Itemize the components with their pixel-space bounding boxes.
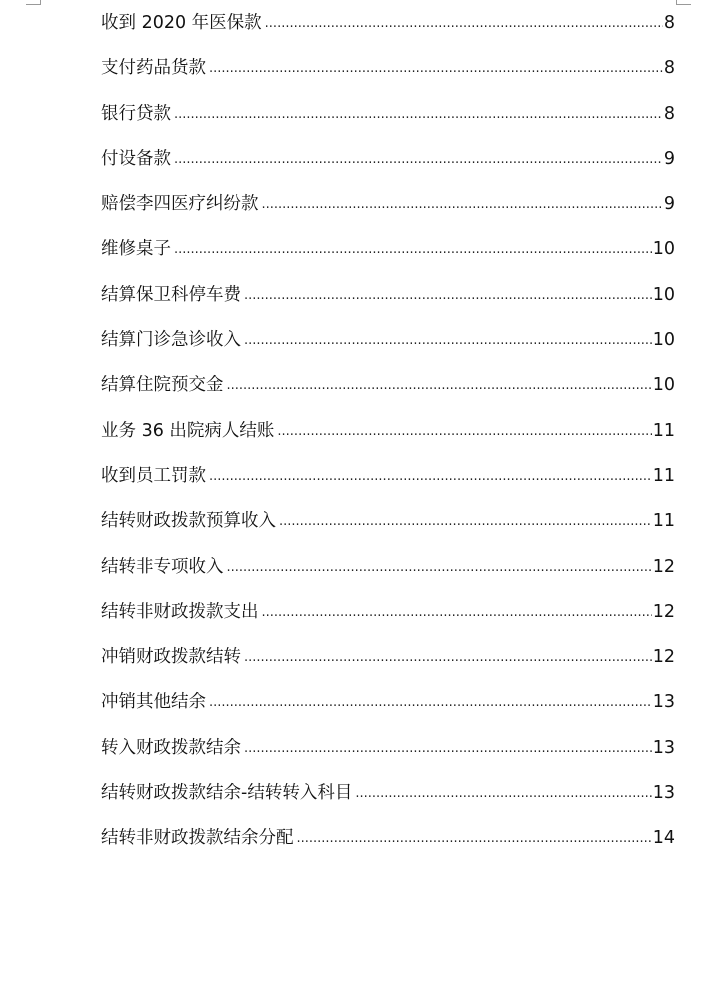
toc-entry[interactable] (101, 689, 675, 734)
toc-entry-title: 结算门诊急诊收入 (101, 330, 241, 351)
toc-entry-title: 收到 2020 年医保款 (101, 13, 262, 33)
toc-entry[interactable] (101, 372, 675, 417)
toc-entry[interactable] (101, 418, 675, 463)
toc-entry[interactable] (101, 55, 675, 100)
toc-entry[interactable] (101, 101, 675, 146)
toc-dot-leader (244, 645, 652, 671)
toc-page-number: 12 (652, 647, 675, 668)
toc-entry[interactable] (101, 735, 675, 780)
crop-mark-left (26, 0, 41, 5)
toc-dot-leader (279, 509, 652, 535)
toc-dot-leader (244, 736, 652, 762)
toc-entry[interactable] (101, 599, 675, 644)
toc-entry-title: 业务 36 出院病人结账 (101, 420, 275, 441)
toc-page-number: 13 (652, 783, 675, 804)
toc-entry[interactable] (101, 327, 675, 372)
toc-page-number: 8 (663, 13, 675, 33)
toc-dot-leader (265, 11, 663, 37)
toc-entry[interactable] (101, 236, 675, 281)
toc-page-number: 12 (652, 601, 675, 622)
toc-entry[interactable] (101, 282, 675, 327)
toc-entry-title: 结转非财政拨款支出 (101, 601, 259, 622)
toc-page-number: 10 (652, 239, 675, 260)
toc-entry-title: 冲销其他结余 (101, 692, 206, 713)
toc-entry[interactable] (101, 554, 675, 599)
toc-entry-title: 结转非专项收入 (101, 556, 224, 577)
toc-entry[interactable] (101, 146, 675, 191)
toc-dot-leader (227, 555, 652, 581)
toc-dot-leader (244, 328, 652, 354)
toc-page-number: 11 (652, 420, 675, 441)
toc-page-number: 10 (652, 284, 675, 305)
toc-dot-leader (262, 600, 652, 626)
toc-entry-title: 赔偿李四医疗纠纷款 (101, 194, 259, 215)
toc-entry[interactable] (101, 644, 675, 689)
toc-dot-leader (244, 283, 652, 309)
toc-entry-title: 结转财政拨款预算收入 (101, 511, 276, 532)
toc-dot-leader (209, 56, 663, 82)
toc-entry[interactable] (101, 191, 675, 236)
table-of-contents (101, 10, 675, 871)
toc-entry-title: 收到员工罚款 (101, 465, 206, 486)
toc-entry[interactable] (101, 508, 675, 553)
toc-entry-title: 冲销财政拨款结转 (101, 647, 241, 668)
toc-dot-leader (262, 192, 663, 218)
toc-entry-title: 结算住院预交金 (101, 375, 224, 396)
toc-entry-title: 支付药品货款 (101, 58, 206, 79)
toc-entry[interactable] (101, 825, 675, 870)
toc-entry-title: 结转财政拨款结余-结转转入科目 (101, 783, 353, 804)
toc-entry-title: 结转非财政拨款结余分配 (101, 828, 294, 849)
toc-entry-title: 维修桌子 (101, 239, 171, 260)
toc-dot-leader (227, 373, 652, 399)
toc-entry-title: 转入财政拨款结余 (101, 737, 241, 758)
toc-page-number: 11 (652, 511, 675, 532)
toc-page-number: 14 (652, 828, 675, 849)
crop-mark-right (676, 0, 691, 5)
toc-dot-leader (209, 464, 652, 490)
toc-entry-title: 结算保卫科停车费 (101, 284, 241, 305)
toc-entry[interactable] (101, 463, 675, 508)
toc-page-number: 10 (652, 375, 675, 396)
toc-page-number: 13 (652, 737, 675, 758)
toc-page-number: 8 (663, 58, 675, 79)
toc-dot-leader (297, 826, 652, 852)
toc-dot-leader (277, 419, 651, 445)
toc-page-number: 12 (652, 556, 675, 577)
toc-entry[interactable] (101, 10, 675, 55)
toc-dot-leader (174, 102, 663, 128)
toc-dot-leader (174, 237, 652, 263)
toc-page-number: 9 (663, 194, 675, 215)
toc-page-number: 11 (652, 465, 675, 486)
toc-page-number: 13 (652, 692, 675, 713)
toc-entry-title: 银行贷款 (101, 103, 171, 124)
toc-entry[interactable] (101, 780, 675, 825)
toc-dot-leader (174, 147, 663, 173)
toc-dot-leader (355, 781, 651, 807)
toc-dot-leader (209, 690, 652, 716)
toc-page-number: 8 (663, 103, 675, 124)
toc-page-number: 10 (652, 330, 675, 351)
toc-page-number: 9 (663, 148, 675, 169)
toc-entry-title: 付设备款 (101, 148, 171, 169)
